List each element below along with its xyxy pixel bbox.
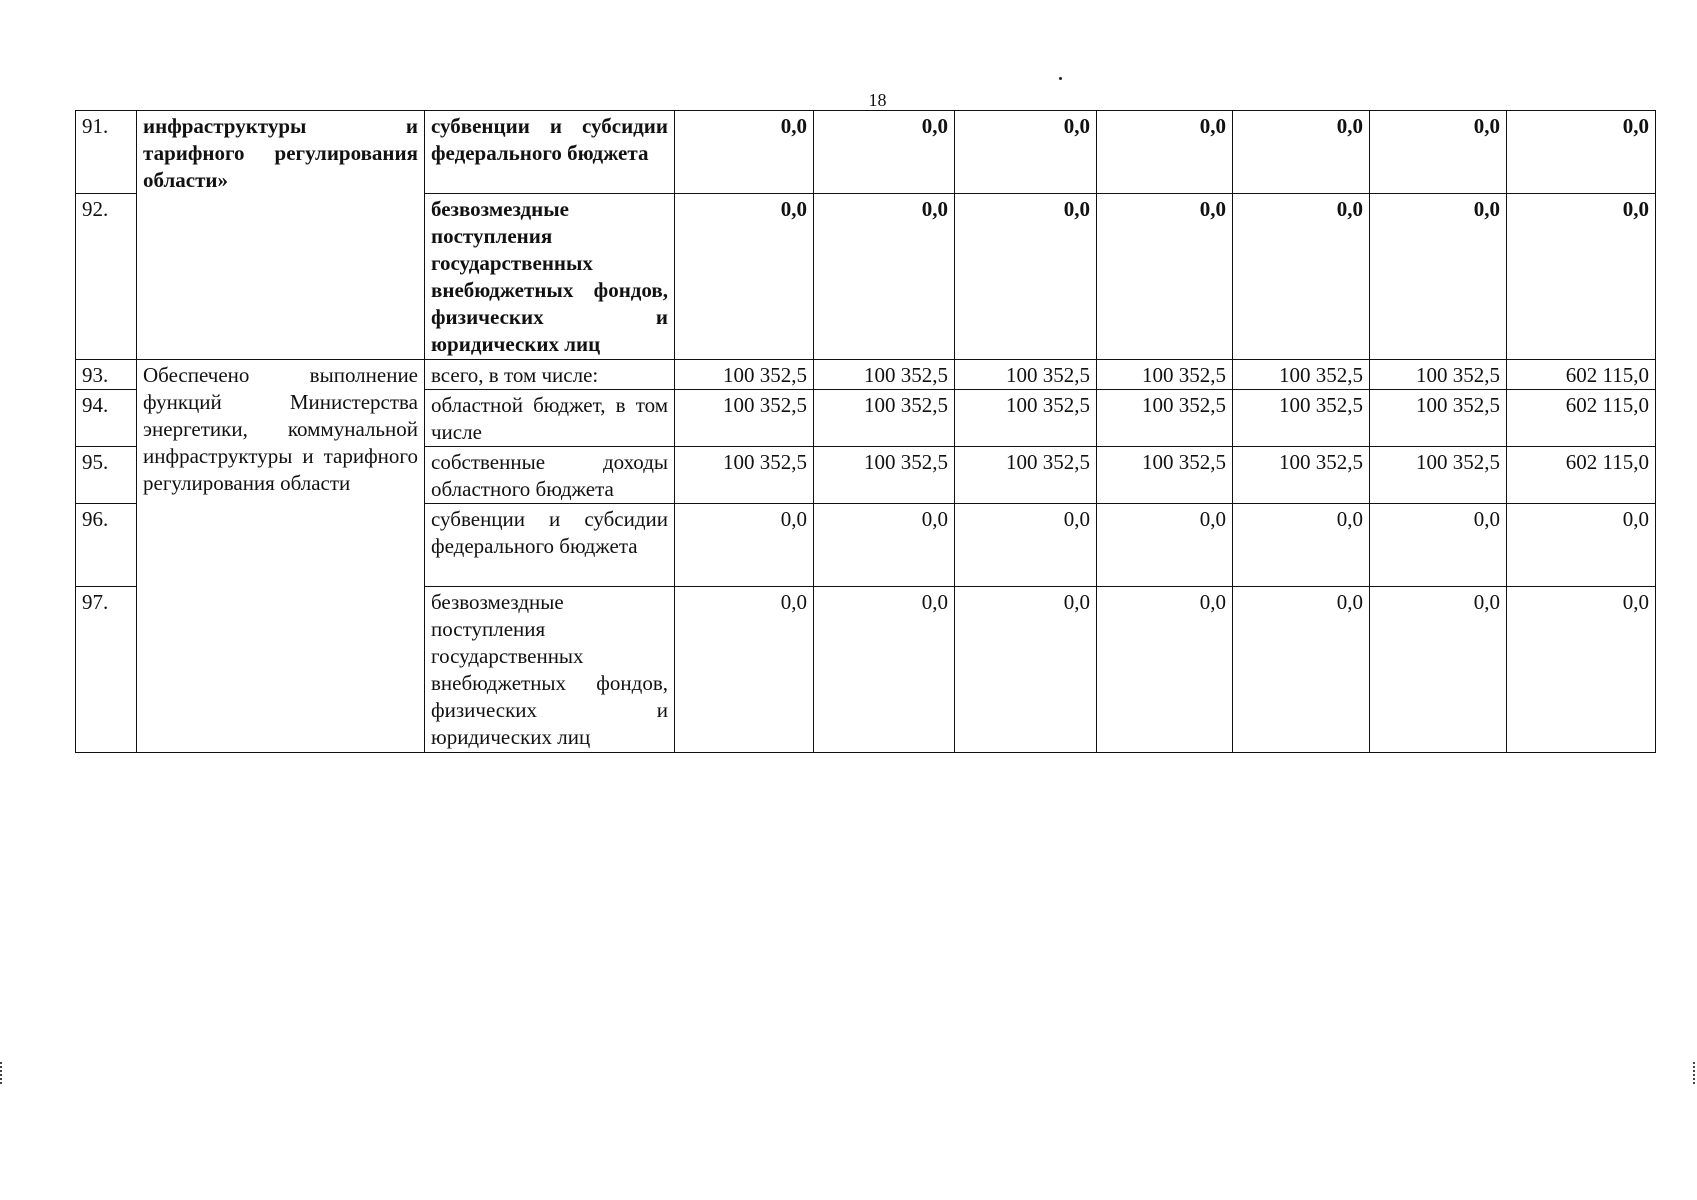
value-cell: 0,0 xyxy=(955,194,1097,360)
funding-source: безвозмездные поступления государственных внебюджетных фондов, физических и юридических лиц xyxy=(425,194,675,360)
value-cell: 0,0 xyxy=(955,111,1097,194)
total-cell: 602 115,0 xyxy=(1507,360,1656,390)
value-cell: 100 352,5 xyxy=(955,390,1097,447)
value-cell: 0,0 xyxy=(1097,504,1233,587)
budget-table xyxy=(75,110,1656,753)
table-row xyxy=(76,360,1656,390)
value-cell: 0,0 xyxy=(675,194,814,360)
value-cell: 0,0 xyxy=(675,587,814,753)
total-cell: 0,0 xyxy=(1507,587,1656,753)
row-number: 92. xyxy=(76,194,137,360)
value-cell: 100 352,5 xyxy=(675,447,814,504)
row-number: 94. xyxy=(76,390,137,447)
value-cell: 100 352,5 xyxy=(814,447,955,504)
value-cell: 0,0 xyxy=(814,194,955,360)
value-cell: 0,0 xyxy=(1097,587,1233,753)
row-number: 93. xyxy=(76,360,137,390)
value-cell: 0,0 xyxy=(955,587,1097,753)
program-name: Обеспечено выполнение функций Министерства энергетики, коммунальной инфраструктуры и тарифного регулирования области xyxy=(137,360,425,753)
value-cell: 0,0 xyxy=(814,504,955,587)
value-cell: 0,0 xyxy=(1233,587,1370,753)
total-cell: 0,0 xyxy=(1507,111,1656,194)
row-number: 95. xyxy=(76,447,137,504)
value-cell: 100 352,5 xyxy=(955,447,1097,504)
value-cell: 0,0 xyxy=(1370,587,1507,753)
funding-source: субвенции и субсидии федерального бюджета xyxy=(425,504,675,587)
value-cell: 100 352,5 xyxy=(675,390,814,447)
table-row xyxy=(76,111,1656,194)
value-cell: 100 352,5 xyxy=(1233,390,1370,447)
value-cell: 0,0 xyxy=(1370,504,1507,587)
value-cell: 0,0 xyxy=(814,111,955,194)
value-cell: 0,0 xyxy=(1097,194,1233,360)
value-cell: 100 352,5 xyxy=(1233,447,1370,504)
value-cell: 0,0 xyxy=(675,504,814,587)
scan-speck xyxy=(1059,77,1062,80)
program-name: инфраструктуры и тарифного регулирования области» xyxy=(137,111,425,360)
value-cell: 100 352,5 xyxy=(1097,390,1233,447)
value-cell: 100 352,5 xyxy=(814,390,955,447)
value-cell: 100 352,5 xyxy=(955,360,1097,390)
row-number: 97. xyxy=(76,587,137,753)
value-cell: 0,0 xyxy=(1233,111,1370,194)
total-cell: 0,0 xyxy=(1507,194,1656,360)
funding-source: областной бюджет, в том числе xyxy=(425,390,675,447)
funding-source: всего, в том числе: xyxy=(425,360,675,390)
page-number: 18 xyxy=(868,90,887,110)
value-cell: 0,0 xyxy=(814,587,955,753)
value-cell: 100 352,5 xyxy=(814,360,955,390)
row-number: 91. xyxy=(76,111,137,194)
total-cell: 0,0 xyxy=(1507,504,1656,587)
value-cell: 100 352,5 xyxy=(1097,360,1233,390)
value-cell: 0,0 xyxy=(675,111,814,194)
funding-source: безвозмездные поступления государственных внебюджетных фондов, физических и юридических лиц xyxy=(425,587,675,753)
value-cell: 0,0 xyxy=(1097,111,1233,194)
funding-source: субвенции и субсидии федерального бюджета xyxy=(425,111,675,194)
value-cell: 0,0 xyxy=(1233,194,1370,360)
value-cell: 100 352,5 xyxy=(675,360,814,390)
value-cell: 0,0 xyxy=(1370,111,1507,194)
value-cell: 100 352,5 xyxy=(1097,447,1233,504)
total-cell: 602 115,0 xyxy=(1507,447,1656,504)
value-cell: 0,0 xyxy=(1370,194,1507,360)
value-cell: 100 352,5 xyxy=(1370,360,1507,390)
value-cell: 0,0 xyxy=(1233,504,1370,587)
value-cell: 0,0 xyxy=(955,504,1097,587)
scan-edge-mark-left xyxy=(0,1062,4,1084)
value-cell: 100 352,5 xyxy=(1370,390,1507,447)
scan-edge-mark-right xyxy=(1693,1062,1697,1084)
total-cell: 602 115,0 xyxy=(1507,390,1656,447)
row-number: 96. xyxy=(76,504,137,587)
value-cell: 100 352,5 xyxy=(1370,447,1507,504)
funding-source: собственные доходы областного бюджета xyxy=(425,447,675,504)
value-cell: 100 352,5 xyxy=(1233,360,1370,390)
